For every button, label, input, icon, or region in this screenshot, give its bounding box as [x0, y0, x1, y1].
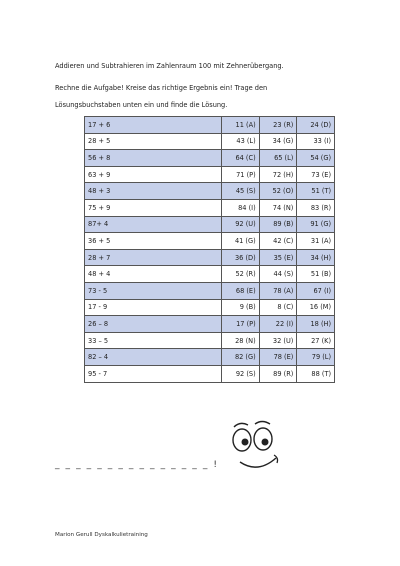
answer-option: 42 (C) [259, 233, 297, 250]
smiley-face-icon [226, 418, 286, 476]
answer-option: 11 (A) [222, 117, 260, 134]
task-expression: 82 – 4 [85, 349, 222, 366]
answer-option: 35 (E) [259, 249, 297, 266]
answer-option: 23 (R) [259, 117, 297, 134]
table-row [85, 199, 335, 216]
task-expression: 75 + 9 [85, 199, 222, 216]
answer-option: 84 (I) [222, 199, 260, 216]
answer-option: 28 (N) [222, 332, 260, 349]
answer-option: 34 (H) [297, 249, 335, 266]
answer-option: 82 (G) [222, 349, 260, 366]
table-row [85, 183, 335, 200]
answer-option: 33 (I) [297, 133, 335, 150]
answer-option: 78 (A) [259, 282, 297, 299]
task-expression: 73 - 5 [85, 282, 222, 299]
answer-option: 36 (D) [222, 249, 260, 266]
table-row [85, 349, 335, 366]
answer-option: 89 (R) [259, 365, 297, 382]
answer-option: 44 (S) [259, 266, 297, 283]
table-row [85, 282, 335, 299]
answer-option: 79 (L) [297, 349, 335, 366]
answer-option: 91 (G) [297, 216, 335, 233]
answer-option: 54 (G) [297, 150, 335, 167]
task-expression: 48 + 3 [85, 183, 222, 200]
task-expression: 48 + 4 [85, 266, 222, 283]
task-expression: 36 + 5 [85, 233, 222, 250]
task-expression: 33 – 5 [85, 332, 222, 349]
footer-credit: Marion Gerull Dyskalkulietraining [55, 532, 148, 538]
answer-option: 32 (U) [259, 332, 297, 349]
task-expression: 26 – 8 [85, 316, 222, 333]
table-row [85, 249, 335, 266]
answer-option: 67 (I) [297, 282, 335, 299]
table-row [85, 233, 335, 250]
answer-option: 34 (G) [259, 133, 297, 150]
answer-option: 72 (H) [259, 166, 297, 183]
answer-option: 17 (P) [222, 316, 260, 333]
table-row [85, 332, 335, 349]
answer-option: 9 (B) [222, 299, 260, 316]
table-row [85, 266, 335, 283]
task-expression: 95 - 7 [85, 365, 222, 382]
answer-option: 16 (M) [297, 299, 335, 316]
answer-option: 24 (D) [297, 117, 335, 134]
table-row [85, 216, 335, 233]
instruction-line-1: Rechne die Aufgabe! Kreise das richtige Ergebnis ein! Trage den [55, 84, 268, 92]
answer-option: 52 (O) [259, 183, 297, 200]
answer-option: 31 (A) [297, 233, 335, 250]
answer-option: 22 (I) [259, 316, 297, 333]
answer-blank-line: _ _ _ _ _ _ _ _ _ _ _ _ _ _ _ ! [55, 460, 219, 470]
table-row [85, 133, 335, 150]
answer-option: 51 (T) [297, 183, 335, 200]
worksheet-title: Addieren und Subtrahieren im Zahlenraum 100 mit Zehnerübergang. [55, 62, 284, 70]
answer-option: 8 (C) [259, 299, 297, 316]
answer-option: 74 (N) [259, 199, 297, 216]
answer-option: 41 (G) [222, 233, 260, 250]
answer-option: 45 (S) [222, 183, 260, 200]
task-expression: 63 + 9 [85, 166, 222, 183]
table-row [85, 299, 335, 316]
answer-option: 52 (R) [222, 266, 260, 283]
answer-option: 65 (L) [259, 150, 297, 167]
task-expression: 17 + 6 [85, 117, 222, 134]
answer-option: 78 (E) [259, 349, 297, 366]
task-expression: 28 + 5 [85, 133, 222, 150]
answer-option: 68 (E) [222, 282, 260, 299]
task-expression: 87+ 4 [85, 216, 222, 233]
table-row [85, 117, 335, 134]
table-row [85, 316, 335, 333]
instruction-line-2: Lösungsbuchstaben unten ein und finde die Lösung. [55, 101, 228, 109]
task-table [84, 116, 335, 383]
answer-option: 83 (R) [297, 199, 335, 216]
answer-option: 64 (C) [222, 150, 260, 167]
answer-option: 51 (B) [297, 266, 335, 283]
answer-option: 43 (L) [222, 133, 260, 150]
table-row [85, 166, 335, 183]
answer-option: 27 (K) [297, 332, 335, 349]
answer-option: 88 (T) [297, 365, 335, 382]
task-expression: 56 + 8 [85, 150, 222, 167]
task-expression: 28 + 7 [85, 249, 222, 266]
answer-option: 71 (P) [222, 166, 260, 183]
task-expression: 17 - 9 [85, 299, 222, 316]
answer-option: 92 (S) [222, 365, 260, 382]
table-row [85, 365, 335, 382]
answer-option: 92 (U) [222, 216, 260, 233]
table-row [85, 150, 335, 167]
answer-option: 89 (B) [259, 216, 297, 233]
answer-option: 18 (H) [297, 316, 335, 333]
answer-option: 73 (E) [297, 166, 335, 183]
